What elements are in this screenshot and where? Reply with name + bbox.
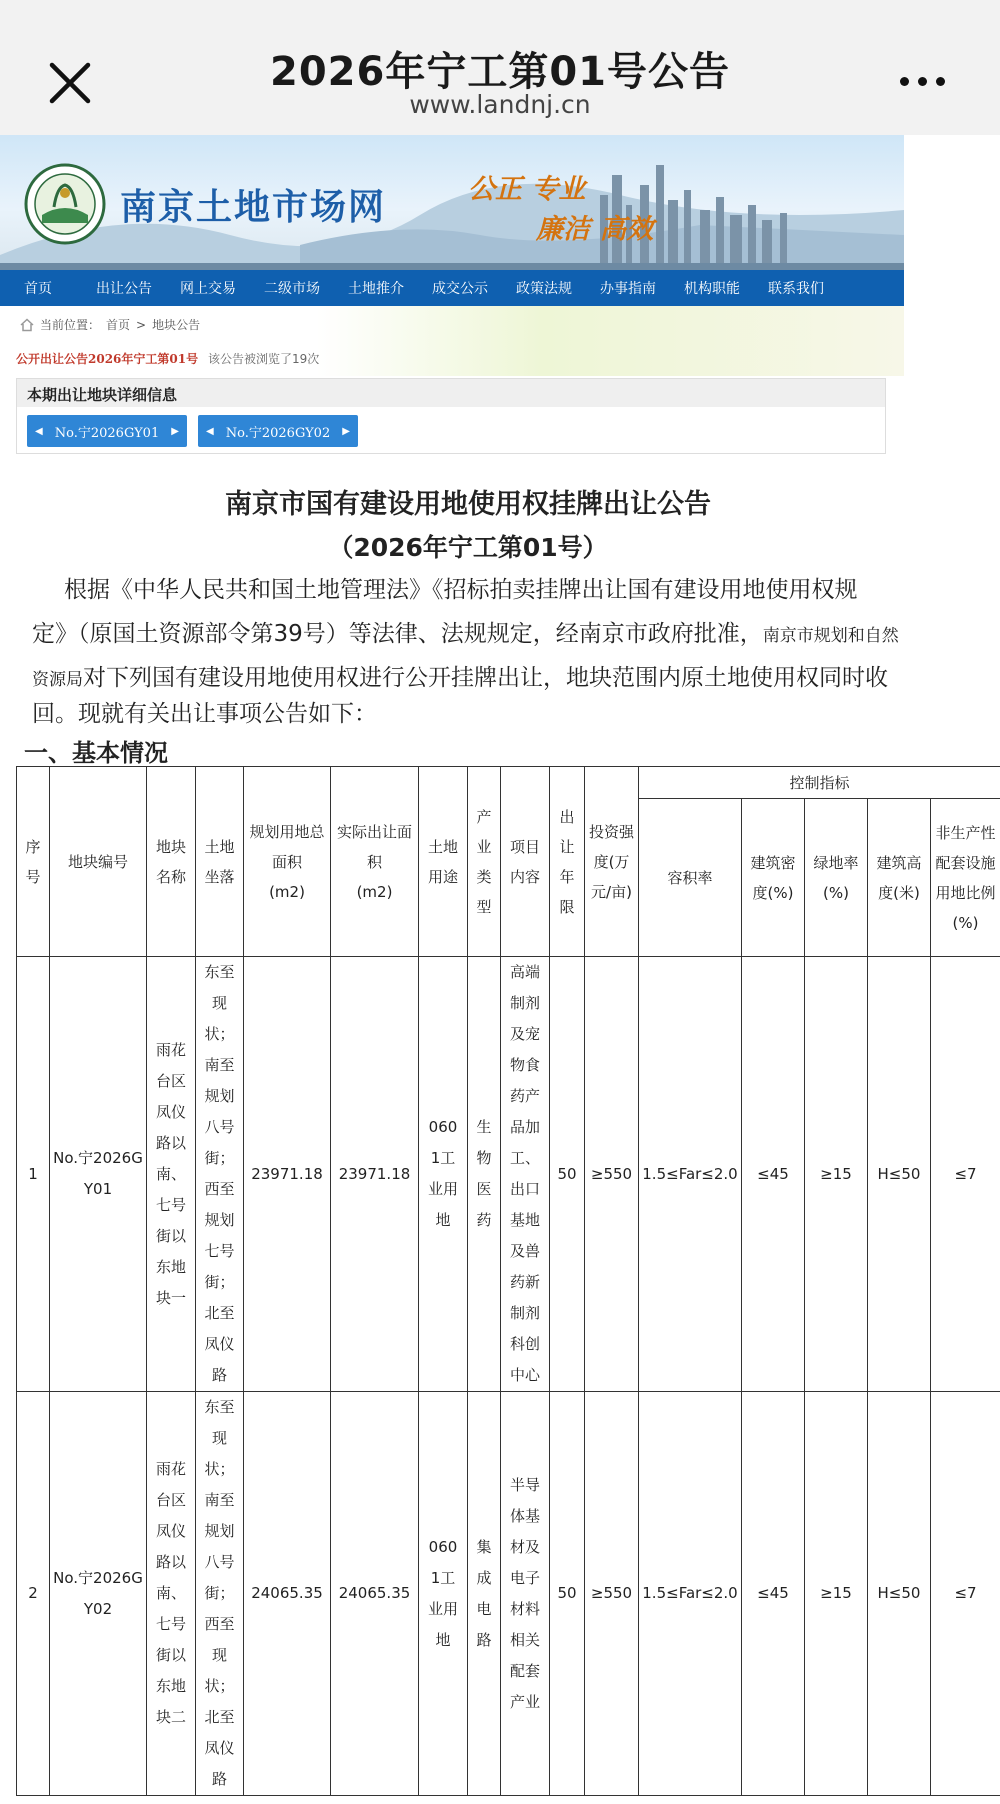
header-area-unit: (m2) xyxy=(356,882,393,901)
announcement-para-line-4: 回。现就有关出让事项公告如下： xyxy=(32,701,377,727)
nav-item-guide[interactable]: 办事指南 xyxy=(600,281,656,297)
cell-density: ≤45 xyxy=(742,1392,805,1796)
notice-title: 公开出让公告2026年宁工第01号 xyxy=(16,352,199,366)
nav-item-online-trading[interactable]: 网上交易 xyxy=(180,281,236,297)
cell-planned-area: 23971.18 xyxy=(244,957,331,1392)
browser-header xyxy=(0,0,1000,135)
home-icon xyxy=(20,318,34,332)
chevron-left-icon: ◀ xyxy=(35,425,43,437)
header-location: 土地坐落 xyxy=(196,767,244,957)
cell-term: 50 xyxy=(550,957,585,1392)
announcement-title: 南京市国有建设用地使用权挂牌出让公告 xyxy=(225,489,711,520)
cell-far: 1.5≤Far≤2.0 xyxy=(639,1392,742,1796)
para-line-3-text: 对下列国有建设用地使用权进行公开挂牌出让，地块范围内原土地使用权同时收 xyxy=(83,665,888,691)
header-investment: 投资强度(万元/亩) xyxy=(585,767,639,957)
table-row xyxy=(17,1392,1000,1796)
cell-seq: 1 xyxy=(17,957,50,1392)
nav-item-contact[interactable]: 联系我们 xyxy=(768,281,824,297)
breadcrumb-prefix: 当前位置： xyxy=(40,318,101,332)
slogan-line-2: 廉洁 高效 xyxy=(536,214,654,245)
header-far: 容积率 xyxy=(639,799,742,957)
header-seq: 序号 xyxy=(17,767,50,957)
cell-land-use: 0601工业用地 xyxy=(419,957,468,1392)
cell-seq: 2 xyxy=(17,1392,50,1796)
breadcrumb-area xyxy=(0,306,904,376)
cell-plot-no: No.宁2026GY01 xyxy=(50,957,147,1392)
nav-item-organization[interactable]: 机构职能 xyxy=(684,281,740,297)
header-control-group: 控制指标 xyxy=(639,767,1000,799)
plot-info-heading: 本期出让地块详细信息 xyxy=(17,379,885,407)
header-height: 建筑高度(米) xyxy=(868,799,931,957)
header-plot-name: 地块名称 xyxy=(147,767,196,957)
plot-tab-gy02[interactable] xyxy=(198,415,358,447)
cell-location: 东至现状；南至规划八号街；西至现状；北至凤仪路 xyxy=(196,1392,244,1796)
breadcrumb-home-link[interactable]: 首页 xyxy=(106,318,131,332)
para-line-3-small-text: 资源局 xyxy=(32,670,83,690)
page-title: 2026年宁工第01号公告 xyxy=(270,49,730,95)
plots-table xyxy=(16,766,1000,1796)
cell-green: ≥15 xyxy=(805,1392,868,1796)
cell-actual-area: 23971.18 xyxy=(331,957,419,1392)
main-nav xyxy=(0,270,904,306)
header-actual-area xyxy=(331,767,419,957)
section-heading-basic-info: 一、基本情况 xyxy=(24,739,168,767)
chevron-right-icon: ▶ xyxy=(171,425,179,437)
nav-item-land-promotion[interactable]: 土地推介 xyxy=(348,281,404,297)
more-options-icon[interactable] xyxy=(900,66,960,96)
header-planned-area-label: 规划用地总面积 xyxy=(249,822,325,871)
header-project: 项目内容 xyxy=(501,767,550,957)
cell-far: 1.5≤Far≤2.0 xyxy=(639,957,742,1392)
cell-nonprod: ≤7 xyxy=(931,1392,1000,1796)
announcement-subtitle: （2026年宁工第01号） xyxy=(328,533,608,562)
cell-height: H≤50 xyxy=(868,957,931,1392)
nav-item-home[interactable]: 首页 xyxy=(24,281,52,297)
header-term: 出让年限 xyxy=(550,767,585,957)
announcement-para-line-2 xyxy=(32,612,904,658)
announcement-para-line-1: 根据《中华人民共和国土地管理法》《招标拍卖挂牌出让国有建设用地使用权规 xyxy=(64,577,858,603)
cell-term: 50 xyxy=(550,1392,585,1796)
breadcrumb-separator: > xyxy=(136,317,147,332)
nav-item-secondary-market[interactable]: 二级市场 xyxy=(264,281,320,297)
header-actual-area-label: 实际出让面积 xyxy=(336,822,412,871)
notice-line xyxy=(16,350,319,367)
header-area-unit: (m2) xyxy=(269,882,305,901)
site-banner xyxy=(0,135,904,270)
cell-plot-name: 雨花台区凤仪路以南、七号街以东地块一 xyxy=(147,957,196,1392)
cell-height: H≤50 xyxy=(868,1392,931,1796)
cell-actual-area: 24065.35 xyxy=(331,1392,419,1796)
cell-industry: 集成电路 xyxy=(468,1392,501,1796)
cell-density: ≤45 xyxy=(742,957,805,1392)
plot-tab-gy01[interactable] xyxy=(27,415,187,447)
cell-green: ≥15 xyxy=(805,957,868,1392)
nav-item-policies[interactable]: 政策法规 xyxy=(516,281,572,297)
header-green: 绿地率(%) xyxy=(805,799,868,957)
plot-tab-label: No.宁2026GY02 xyxy=(225,425,331,441)
header-land-use: 土地用途 xyxy=(419,767,468,957)
header-industry: 产业类型 xyxy=(468,767,501,957)
cell-investment: ≥550 xyxy=(585,1392,639,1796)
cell-industry: 生物医药 xyxy=(468,957,501,1392)
header-planned-area xyxy=(244,767,331,957)
header-plot-no: 地块编号 xyxy=(50,767,147,957)
nav-item-sale-notice[interactable]: 出让公告 xyxy=(96,281,152,297)
cell-project: 高端制剂及宠物食药产品加工、出口基地及兽药新制剂科创中心 xyxy=(501,957,550,1392)
header-density: 建筑密度(%) xyxy=(742,799,805,957)
plot-tab-label: No.宁2026GY01 xyxy=(54,425,160,441)
cell-investment: ≥550 xyxy=(585,957,639,1392)
page-url: www.landnj.cn xyxy=(409,90,591,119)
cell-nonprod: ≤7 xyxy=(931,957,1000,1392)
header-nonprod: 非生产性配套设施用地比例(%) xyxy=(931,799,1000,957)
breadcrumb-current-link[interactable]: 地块公告 xyxy=(152,318,201,332)
nav-item-deal-publicity[interactable]: 成交公示 xyxy=(432,281,488,297)
cell-project: 半导体基材及电子材料相关配套产业 xyxy=(501,1392,550,1796)
chevron-right-icon: ▶ xyxy=(342,425,350,437)
site-logo-icon xyxy=(24,163,106,245)
chevron-left-icon: ◀ xyxy=(206,425,214,437)
para-line-2-text: 定》（原国土资源部令第39号）等法律、法规规定，经南京市政府批准， xyxy=(32,621,763,647)
cell-land-use: 0601工业用地 xyxy=(419,1392,468,1796)
site-name: 南京土地市场网 xyxy=(120,187,387,228)
plot-info-box xyxy=(16,378,886,454)
cell-plot-no: No.宁2026GY02 xyxy=(50,1392,147,1796)
cell-planned-area: 24065.35 xyxy=(244,1392,331,1796)
table-row xyxy=(17,957,1000,1392)
breadcrumb xyxy=(20,316,200,333)
notice-view-count: 该公告被浏览了19次 xyxy=(207,352,320,366)
para-line-2-small-text: 南京市规划和自然 xyxy=(762,626,899,646)
slogan-line-1: 公正 专业 xyxy=(468,174,586,205)
cell-location: 东至现状；南至规划八号街；西至规划七号街；北至凤仪路 xyxy=(196,957,244,1392)
cell-plot-name: 雨花台区凤仪路以南、七号街以东地块二 xyxy=(147,1392,196,1796)
